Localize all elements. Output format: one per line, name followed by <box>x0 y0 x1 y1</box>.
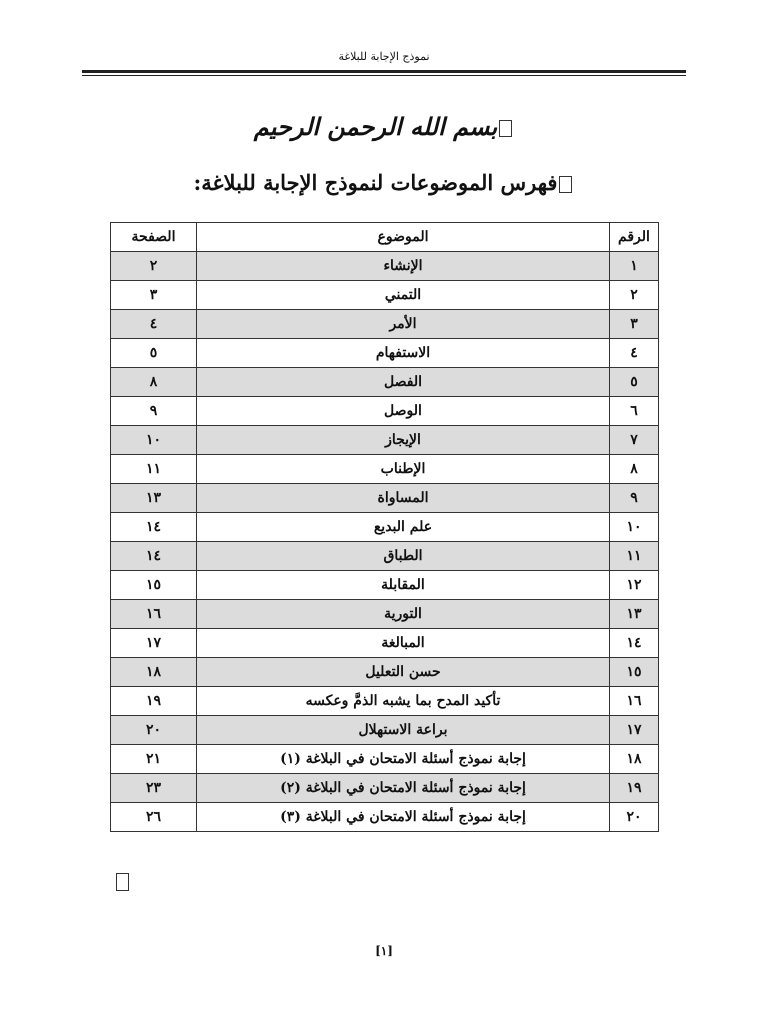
table-row <box>111 687 659 716</box>
row-page: ٢١ <box>111 745 197 774</box>
row-num: ٦ <box>610 397 659 426</box>
row-num: ٢٠ <box>610 803 659 832</box>
row-topic: المقابلة <box>197 571 610 600</box>
table-row <box>111 716 659 745</box>
row-topic: الاستفهام <box>197 339 610 368</box>
row-num: ١١ <box>610 542 659 571</box>
table-row <box>111 774 659 803</box>
row-topic: براعة الاستهلال <box>197 716 610 745</box>
row-topic: الإطناب <box>197 455 610 484</box>
index-title-punct: : <box>193 170 202 195</box>
row-page: ١٩ <box>111 687 197 716</box>
row-num: ١٧ <box>610 716 659 745</box>
row-num: ١٥ <box>610 658 659 687</box>
row-topic: الطباق <box>197 542 610 571</box>
row-page: ١٠ <box>111 426 197 455</box>
table-row <box>111 339 659 368</box>
row-num: ١٠ <box>610 513 659 542</box>
missing-glyph-box <box>499 120 512 137</box>
row-topic: المبالغة <box>197 629 610 658</box>
row-num: ١٢ <box>610 571 659 600</box>
row-num: ٤ <box>610 339 659 368</box>
row-num: ٨ <box>610 455 659 484</box>
row-num: ٧ <box>610 426 659 455</box>
row-topic: الوصل <box>197 397 610 426</box>
toc-table <box>110 222 659 832</box>
row-num: ١٦ <box>610 687 659 716</box>
row-page: ٣ <box>111 281 197 310</box>
row-page: ١٤ <box>111 542 197 571</box>
header-rule-thin <box>82 75 686 76</box>
table-row <box>111 397 659 426</box>
row-page: ٥ <box>111 339 197 368</box>
row-page: ١٥ <box>111 571 197 600</box>
row-num: ١٣ <box>610 600 659 629</box>
row-topic: الإنشاء <box>197 252 610 281</box>
table-row <box>111 803 659 832</box>
row-num: ٢ <box>610 281 659 310</box>
missing-glyph-box <box>559 176 572 193</box>
row-num: ٩ <box>610 484 659 513</box>
table-row <box>111 542 659 571</box>
table-row <box>111 426 659 455</box>
header-topic: الموضوع <box>197 223 610 252</box>
row-topic: تأكيد المدح بما يشبه الذمَّ وعكسه <box>197 687 610 716</box>
row-page: ١٣ <box>111 484 197 513</box>
table-row <box>111 600 659 629</box>
row-topic: التمني <box>197 281 610 310</box>
row-page: ٨ <box>111 368 197 397</box>
row-topic: إجابة نموذج أسئلة الامتحان في البلاغة (٢) <box>197 774 610 803</box>
row-num: ٥ <box>610 368 659 397</box>
table-row <box>111 252 659 281</box>
table-row <box>111 455 659 484</box>
row-topic: علم البديع <box>197 513 610 542</box>
running-header: نموذج الإجابة للبلاغة <box>338 50 430 63</box>
table-row <box>111 281 659 310</box>
index-title <box>0 170 768 195</box>
page-number: [١] <box>375 944 393 958</box>
row-page: ٢٣ <box>111 774 197 803</box>
row-topic: المساواة <box>197 484 610 513</box>
header-page: الصفحة <box>111 223 197 252</box>
header-num: الرقم <box>610 223 659 252</box>
row-page: ٢٦ <box>111 803 197 832</box>
missing-glyph-box <box>116 873 129 891</box>
row-num: ١٤ <box>610 629 659 658</box>
row-page: ٢ <box>111 252 197 281</box>
table-row <box>111 310 659 339</box>
row-topic: الفصل <box>197 368 610 397</box>
row-topic: الأمر <box>197 310 610 339</box>
row-page: ٢٠ <box>111 716 197 745</box>
row-topic: حسن التعليل <box>197 658 610 687</box>
table-row <box>111 658 659 687</box>
basmala <box>0 112 768 141</box>
row-page: ٤ <box>111 310 197 339</box>
basmala-text: بسم الله الرحمن الرحيم <box>253 112 498 141</box>
table-row <box>111 484 659 513</box>
table-row <box>111 745 659 774</box>
row-page: ١١ <box>111 455 197 484</box>
row-page: ١٦ <box>111 600 197 629</box>
row-num: ١٩ <box>610 774 659 803</box>
table-row <box>111 368 659 397</box>
header-rule <box>82 70 686 73</box>
row-topic: الإيجاز <box>197 426 610 455</box>
row-num: ١٨ <box>610 745 659 774</box>
table-header-row <box>111 223 659 252</box>
row-num: ١ <box>610 252 659 281</box>
row-page: ١٨ <box>111 658 197 687</box>
row-topic: إجابة نموذج أسئلة الامتحان في البلاغة (٣) <box>197 803 610 832</box>
table-row <box>111 571 659 600</box>
row-num: ٣ <box>610 310 659 339</box>
row-page: ١٧ <box>111 629 197 658</box>
table-row <box>111 513 659 542</box>
row-topic: التورية <box>197 600 610 629</box>
row-topic: إجابة نموذج أسئلة الامتحان في البلاغة (١) <box>197 745 610 774</box>
table-row <box>111 629 659 658</box>
row-page: ١٤ <box>111 513 197 542</box>
index-title-text: فهرس الموضوعات لنموذج الإجابة للبلاغة <box>201 170 558 195</box>
row-page: ٩ <box>111 397 197 426</box>
